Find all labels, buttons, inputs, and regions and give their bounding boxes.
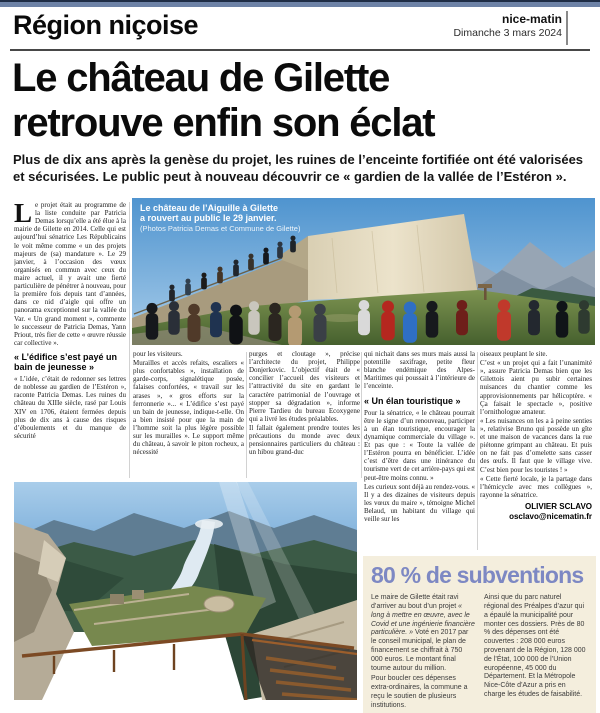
box-paragraph: Le maire de Gilette était ravi d’arriver au bout d’un projet « long à mettre en œuvre, avec le Covid et une ingénierie financière particulière. » Voté en 2017 par le conseil municipal, le plan de financement se chiffrait à 750 000 euros. Le montant final tourne autour du million. [371, 594, 475, 672]
box-paragraph: Ainsi que du parc naturel régional des Préalpes d’azur qui a épaulé la municipalité pour monter ces dossiers. Près de 80 % des dépenses ont été couvertes : 208 000 euros provenant de la Région, 128 000 de l’État, 100 000 de l’Union européenne, 45 000 du Département. Et la Métropole Nice-Côte d’Azur a pris en charge les études de faisabilité. [484, 594, 586, 699]
body-paragraph: « Cette fierté locale, je la partage dans l’hémicycle avec mes collègues », rayonne la sénatrice. [480, 474, 592, 499]
box-paragraph: Pour boucler ces dépenses extra-ordinaires, la commune a reçu le soutien de plusieurs institutions. [371, 675, 468, 709]
column-divider [129, 202, 130, 478]
body-column-2 [133, 350, 244, 480]
subsidy-box [363, 556, 596, 713]
section-title: Région niçoise [13, 10, 199, 40]
body-paragraph: « Les nuisances on les a à peine senties », relativise Bruno qui possède un gîte et une maison de vacances dans la rue piétonne grimpant au château. Et puis on ne fait pas d’omelette sans casser des œufs. Il faut que le village vive. C’est bien pour les touristes ! » [480, 416, 592, 474]
body-paragraph: qui nichait dans ses murs mais aussi la potentille saxifrage, petite fleur blanche endémique des Alpes-Maritimes qui poussait à l’intérieure de l’enceinte. [364, 350, 475, 391]
caption-line1: Le château de l’Aiguille à Gilette [140, 203, 279, 213]
crosshead-elan-touristique: « Un élan touristique » [364, 395, 461, 406]
main-photo [132, 198, 595, 345]
body-paragraph: oiseaux peuplant le site. [480, 350, 548, 358]
body-column-4 [364, 350, 475, 547]
body-column-3 [249, 350, 360, 480]
top-accent-bar [0, 0, 600, 7]
valley-photo-illustration [14, 482, 357, 700]
crosshead-bain-de-jeunesse: « L’édifice s’est payé un bain de jeunesse » [14, 351, 118, 373]
headline-line1: Le château de Gilette [12, 56, 390, 100]
body-column-1 [14, 201, 126, 480]
valley-photo [14, 482, 357, 700]
body-column-5 [480, 350, 592, 554]
lede: Plus de dix ans après la genèse du projet, les ruines de l’enceinte fortifiée ont été valorisées et sécurisées. Le public peut à nouveau découvrir ce « gardien de la vallée de l’Estéron ». [13, 152, 584, 184]
author-email: osclavo@nicematin.fr [509, 511, 592, 521]
edition-date: Dimanche 3 mars 2024 [453, 26, 562, 39]
headline-line2: retrouve enfin son éclat [12, 101, 435, 146]
header-rule [10, 49, 590, 51]
drop-cap: L [14, 201, 33, 228]
subsidy-box-column-2 [484, 594, 588, 713]
caption-line2: a rouvert au public le 29 janvier. [140, 213, 277, 224]
body-paragraph: Les curieux sont déjà au rendez-vous. « Il y a des dizaines de visiteurs depuis les vœux du maire », témoigne Michel Belaud, un habitant du village qui veille sur les [364, 482, 475, 524]
body-paragraph: pour les visiteurs. [133, 350, 183, 358]
photo-credit: (Photos Patricia Demas et Commune de Gilette) [140, 223, 301, 233]
headline [12, 56, 434, 146]
subsidy-box-title: 80 % de subventions [371, 562, 584, 588]
main-photo-caption [140, 203, 300, 233]
masthead-title: nice-matin [501, 12, 562, 26]
body-paragraph: Pour la sénatrice, « le château pourrait être le signe d’un renouveau, participer à un élan touristique, encourager la dynamique commerciale du village ». Et pas que : « Toute la vallée de l’Estéron pourra en bénéficier. L’idée c’est d’être dans une itinérance du tourisme vert de cet arrière-pays qui est peut-être moins connu. » [364, 408, 475, 482]
body-paragraph: C’est « un projet qui a fait l’unanimité », assure Patricia Demas bien que les Gilettois aient pu subir certaines nuisances du chantier comme les approvisionnements par hélicoptère. « Ça faisait le spectacle », positive l’ornithologue amateur. [480, 359, 592, 416]
body-paragraph: purges et cloutage », précise l’architecte du projet, Philippe Donjerkovic. L’objectif était de « concilier l’accueil des visiteurs et l’attractivité du site en gardant le caractère patrimonial de l’ouvrage et stopper sa dégradation », informe Pierre Tardieu du bureau Ecoxygene qui a livré les études préalables. [249, 350, 360, 423]
masthead-block [453, 13, 562, 39]
body-paragraph: « L’idée, c’était de redonner ses lettres de noblesse au gardien de l’Estéron », raconte Patricia Demas. Les ruines du château du XIIIe siècle, rasé par Louis XIV en 1706, étaient fermées depuis plus de dix ans à cause des risques d’éboulements et du manque de sécurité [14, 375, 126, 440]
author-byline: OLIVIER SCLAVO [525, 501, 592, 511]
column-divider [361, 352, 362, 478]
column-divider [246, 352, 247, 478]
body-paragraph: Murailles et accès refaits, escaliers « plus confortables », installation de garde-corps, signalétique posée, falaises confortées, « travail sur les arases », « gros efforts sur la ferronnerie »... « L’édifice s’est payé un bain de jeunesse, indique-t-elle. On a bien insisté pour que la main de l’homme soit la plus légère possible sur les murailles ». Le support même du château, à savoir le piton rocheux, a nécessité [133, 359, 244, 457]
column-divider [477, 352, 478, 550]
masthead-divider [566, 11, 568, 45]
body-paragraph: Il fallait également prendre toutes les précautions du monde avec deux pensionnaires particuliers du château : un hibou grand-duc [249, 423, 360, 457]
subsidy-box-column-1 [371, 594, 475, 713]
body-paragraph: Le projet était au programme de la liste conduite par Patricia Demas lorsqu’elle a été élue à la mairie de Gilette en 2014. Celle qui est aujourd’hui sénatrice Les Républicains le voit même comme « un des projets majeurs de (sa) mandature ». Le 29 janvier, à l’occasion des vœux organisés en commun avec ceux du maire actuel, il y avait une fierté particulière de pénétrer à nouveau, pour la première fois depuis tant d’années, dans ce nid d’aigle qui offre un panorama exceptionnel sur la vallée du Var. « Un grand moment », commente le successeur de Patricia Demas, Yann Priout, très fier de cette « œuvre réussie car collective ». [14, 201, 126, 347]
